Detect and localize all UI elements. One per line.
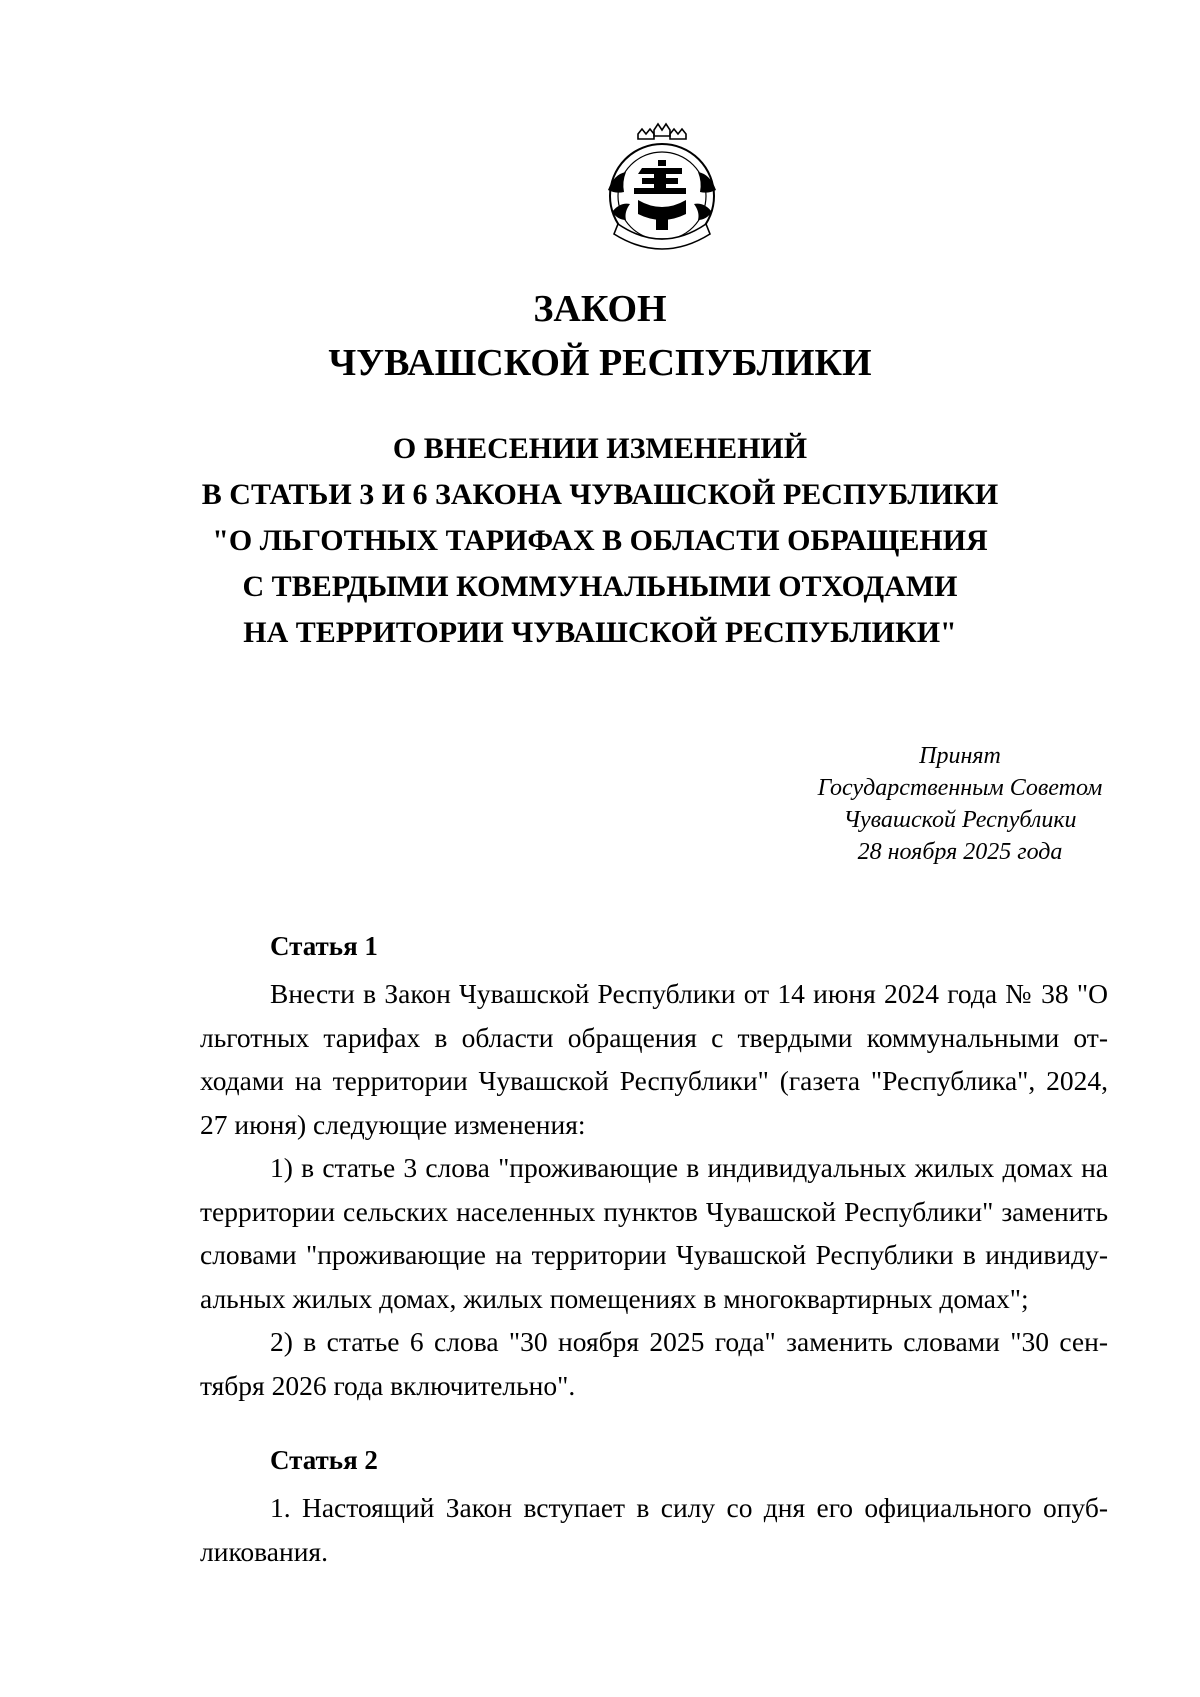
adoption-note — [760, 740, 1160, 868]
law-subject — [0, 426, 1200, 656]
article-2-body — [200, 1486, 1108, 1573]
article-1-paragraph: Внести в Закон Чувашской Республики от 14 июня 2024 года № 38 "О льготных тарифах в области обращения с твердыми коммунальными отходами на территории Чувашской Республики" (газета "Республика", 2024, 27 июня) следующие изменения: — [200, 978, 1108, 1140]
law-title — [0, 282, 1200, 390]
adoption-note-line-1: Принят — [919, 743, 1001, 769]
law-subject-line-4: С ТВЕРДЫМИ КОММУНАЛЬНЫМИ ОТХОДАМИ — [242, 570, 958, 603]
adoption-note-line-2: Государственным Советом — [817, 775, 1103, 801]
article-1-paragraph: 2) в статье 6 слова "30 ноября 2025 года" заменить словами "30 сентября 2026 года включительно". — [200, 1326, 1108, 1401]
adoption-note-line-3: Чувашской Республики — [843, 807, 1077, 833]
law-title-line-2: ЧУВАШСКОЙ РЕСПУБЛИКИ — [328, 342, 872, 384]
chuvash-republic-coat-of-arms-icon — [598, 120, 726, 252]
law-subject-line-3: "О ЛЬГОТНЫХ ТАРИФАХ В ОБЛАСТИ ОБРАЩЕНИЯ — [212, 524, 988, 557]
article-1-heading: Статья 1 — [270, 931, 378, 961]
adoption-note-date: 28 ноября 2025 года — [857, 839, 1063, 865]
law-subject-line-2: В СТАТЬИ 3 И 6 ЗАКОНА ЧУВАШСКОЙ РЕСПУБЛИКИ — [201, 478, 999, 511]
article-1-body — [200, 972, 1108, 1407]
law-title-line-1: ЗАКОН — [533, 288, 667, 330]
law-subject-line-1: О ВНЕСЕНИИ ИЗМЕНЕНИЙ — [392, 432, 808, 465]
coat-of-arms-emblem — [598, 120, 726, 252]
law-subject-line-5: НА ТЕРРИТОРИИ ЧУВАШСКОЙ РЕСПУБЛИКИ" — [243, 616, 957, 649]
article-2-heading: Статья 2 — [270, 1445, 378, 1475]
article-2-paragraph: 1. Настоящий Закон вступает в силу со дня его официального опубликования. — [200, 1492, 1108, 1567]
article-1-paragraph: 1) в статье 3 слова "проживающие в индивидуальных жилых домах на территории сельских населенных пунктов Чувашской Республики" заменить словами "проживающие на территории Чувашской Республики в индивидуальных жилых домах, жилых помещениях в многоквартирных домах"; — [200, 1152, 1108, 1314]
